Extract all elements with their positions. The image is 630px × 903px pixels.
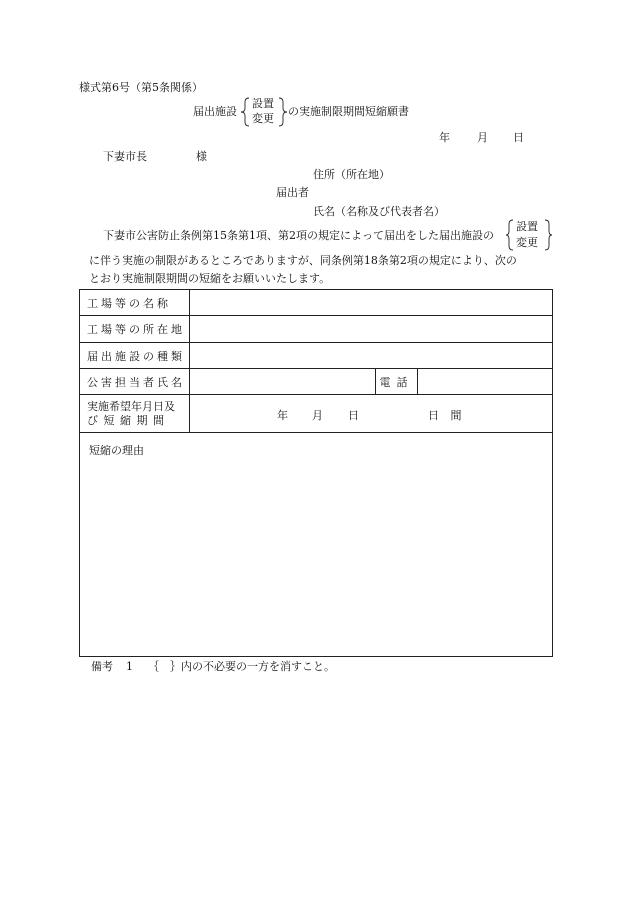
table-row bbox=[80, 343, 553, 369]
facility-type-label: 届出施設の種類 bbox=[80, 343, 190, 369]
date-period-label bbox=[80, 395, 190, 433]
addressee-honorific: 様 bbox=[196, 150, 207, 163]
date-period-month: 月 bbox=[312, 409, 323, 422]
body-brace-bottom: 変更 bbox=[516, 236, 538, 249]
body-brace-top: 設置 bbox=[516, 220, 538, 233]
table-row bbox=[80, 316, 553, 343]
manager-label: 公害担当者氏名 bbox=[80, 369, 190, 395]
body-line-1: 下妻市公害防止条例第15条第1項、第2項の規定によって届出をした届出施設の bbox=[103, 229, 494, 242]
phone-label: 電話 bbox=[376, 369, 418, 395]
application-table bbox=[79, 289, 553, 657]
title-suffix: の実施制限期間短縮願書 bbox=[288, 105, 409, 118]
remarks-number: 1 bbox=[126, 660, 133, 673]
title-brace bbox=[241, 97, 287, 127]
date-year: 年 bbox=[439, 131, 450, 144]
date-day: 日 bbox=[513, 131, 524, 144]
date-period-day: 日 bbox=[348, 409, 359, 422]
name-label: 氏名（名称及び代表者名） bbox=[313, 205, 445, 218]
factory-address-label: 工場等の所在地 bbox=[80, 316, 190, 343]
addressee-name: 下妻市長 bbox=[103, 150, 147, 163]
body-line-3: とおり実施制限期間の短縮をお願いいたします。 bbox=[89, 272, 331, 285]
title-brace-top: 設置 bbox=[252, 97, 274, 110]
title-brace-bottom: 変更 bbox=[252, 112, 274, 125]
table-row bbox=[80, 369, 553, 395]
body-brace bbox=[506, 219, 552, 251]
title-prefix: 届出施設 bbox=[193, 105, 237, 118]
table-row bbox=[80, 290, 553, 316]
reason-field[interactable] bbox=[80, 433, 553, 657]
remarks-label: 備考 bbox=[91, 660, 113, 673]
notifier-label: 届出者 bbox=[276, 186, 309, 199]
factory-address-field[interactable] bbox=[190, 316, 553, 343]
factory-name-field[interactable] bbox=[190, 290, 553, 316]
date-month: 月 bbox=[477, 131, 488, 144]
reason-label: 短縮の理由 bbox=[89, 444, 144, 457]
table-row bbox=[80, 433, 553, 657]
remarks-text: ｛ ｝内の不必要の一方を消すこと。 bbox=[148, 660, 335, 673]
address-label: 住所（所在地） bbox=[313, 168, 390, 181]
date-period-year: 年 bbox=[277, 409, 288, 422]
date-period-label-line1: 実施希望年月日及 bbox=[87, 399, 175, 413]
phone-field[interactable] bbox=[418, 369, 553, 395]
facility-type-field[interactable] bbox=[190, 343, 553, 369]
date-period-label-line2: び 短 縮 期 間 bbox=[87, 413, 165, 427]
table-row bbox=[80, 395, 553, 433]
period-days: 日 間 bbox=[428, 409, 466, 422]
body-line-2: に伴う実施の制限があるところでありますが、同条例第18条第2項の規定により、次の bbox=[89, 254, 517, 267]
form-number: 様式第6号（第5条関係） bbox=[79, 81, 203, 94]
manager-field[interactable] bbox=[190, 369, 376, 395]
date-period-field[interactable] bbox=[190, 395, 553, 433]
factory-name-label: 工場等の名称 bbox=[80, 290, 190, 316]
